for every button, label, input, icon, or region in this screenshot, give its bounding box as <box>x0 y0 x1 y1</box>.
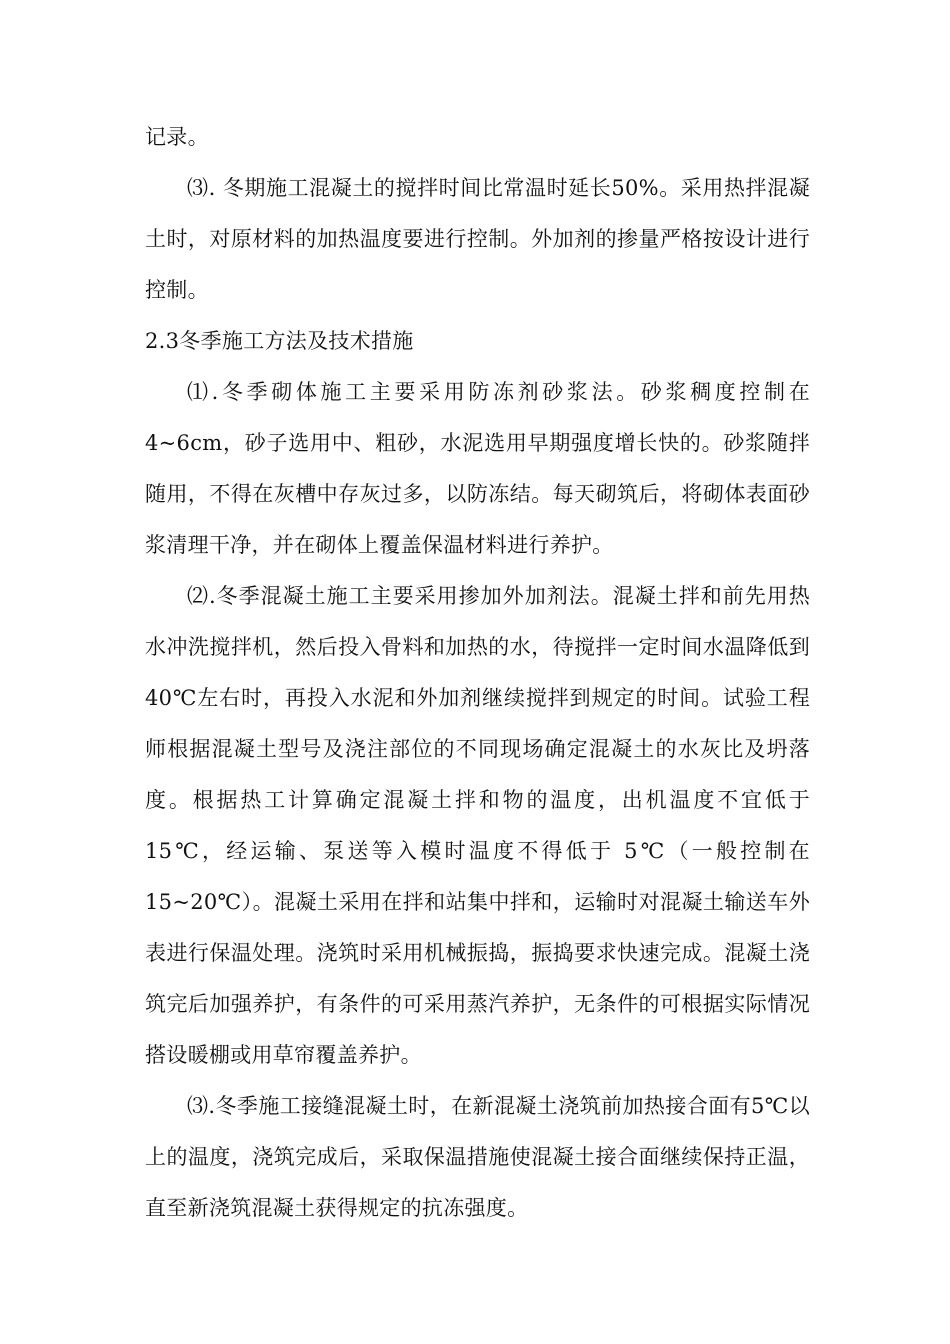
paragraph-masonry: ⑴.冬季砌体施工主要采用防冻剂砂浆法。砂浆稠度控制在4~6cm，砂子选用中、粗砂，水泥选用早期强度增长快的。砂浆随拌随用，不得在灰槽中存灰过多，以防冻结。每天砌筑后，将砌体表面砂浆清理干净，并在砌体上覆盖保温材料进行养护。 <box>145 380 810 557</box>
document-body <box>145 112 810 1234</box>
section-heading: 2.3冬季施工方法及技术措施 <box>145 329 414 353</box>
paragraph-mixing-time: ⑶. 冬期施工混凝土的搅拌时间比常温时延长50%。采用热拌混凝土时，对原材料的加热温度要进行控制。外加剂的掺量严格按设计进行控制。 <box>145 176 810 302</box>
paragraph-concrete: ⑵.冬季混凝土施工主要采用掺加外加剂法。混凝土拌和前先用热水冲洗搅拌机，然后投入骨料和加热的水，待搅拌一定时间水温降低到 40℃左右时，再投入水泥和外加剂继续搅拌到规定的时间。试验工程师根据混凝土型号及浇注部位的不同现场确定混凝土的水灰比及坍落度。根据热工计算确定混凝土拌和物的温度，出机温度不宜低于 15℃，经运输、泵送等入模时温度不得低于 5℃（一般控制在15~20℃）。混凝土采用在拌和站集中拌和，运输时对混凝土输送车外表进行保温处理。浇筑时采用机械振捣，振捣要求快速完成。混凝土浇筑完后加强养护，有条件的可采用蒸汽养护，无条件的可根据实际情况搭设暖棚或用草帘覆盖养护。 <box>145 584 810 1067</box>
paragraph-continuation: 记录。 <box>145 125 209 149</box>
paragraph-joint-concrete: ⑶.冬季施工接缝混凝土时，在新混凝土浇筑前加热接合面有5℃以上的温度，浇筑完成后，采取保温措施使混凝土接合面继续保持正温，直至新浇筑混凝土获得规定的抗冻强度。 <box>145 1094 810 1220</box>
